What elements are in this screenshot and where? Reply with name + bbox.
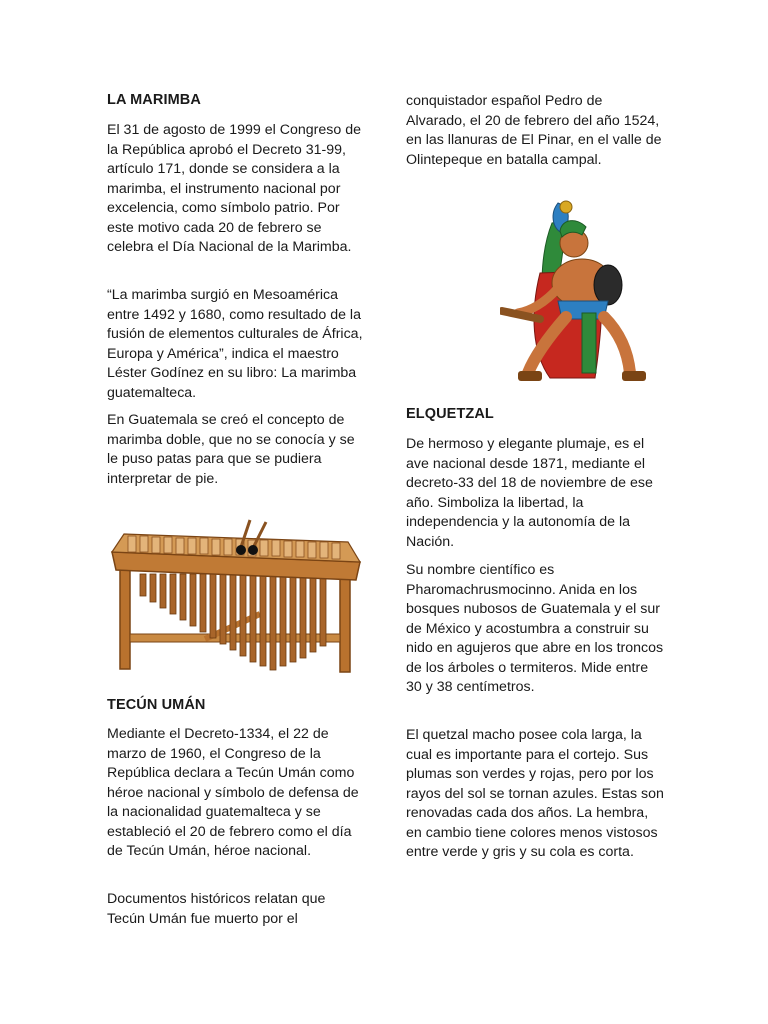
marimba-heading: LA MARIMBA bbox=[107, 92, 201, 108]
marimba-paragraph-2: “La marimba surgió en Mesoamérica entre 1492 y 1680, como resultado de la fusión de elementos culturales de África, Europa y América”, indica el maestro Léster Godínez en su libro: La marimba guatemalteca. bbox=[107, 287, 363, 401]
tecun-paragraph-continued: conquistador español Pedro de Alvarado, el 20 de febrero del año 1524, en las llanuras de El Pinar, en el valle de Olintepeque en batalla campal. bbox=[406, 93, 662, 168]
tecun-paragraph-1: Mediante el Decreto-1334, el 22 de marzo de 1960, el Congreso de la República declara a Tecún Umán como héroe nacional y símbolo de defensa de la nacionalidad guatemalteca y se estableció el 20 de febrero como el día de Tecún Umán, héroe nacional. bbox=[107, 726, 359, 859]
tecun-heading: TECÚN UMÁN bbox=[107, 697, 206, 713]
quetzal-paragraph-3: El quetzal macho posee cola larga, la cual es importante para el cortejo. Sus plumas son verdes y rojas, pero por los rayos del sol se tornan azules. Estas son renovadas cada dos años. La hembra, en cambio tiene colores menos vistosos entre verde y gris y su cola es corta. bbox=[406, 727, 664, 860]
quetzal-heading: ELQUETZAL bbox=[406, 406, 494, 422]
tecun-paragraph-2: Documentos históricos relatan que Tecún Umán fue muerto por el bbox=[107, 891, 326, 927]
quetzal-paragraph-1: De hermoso y elegante plumaje, es el ave nacional desde 1871, mediante el decreto-33 del 18 de noviembre de ese año. Simboliza la libertad, la independencia y la autonomía de la Nación. bbox=[406, 436, 653, 550]
quetzal-paragraph-2: Su nombre científico es Pharomachrusmocinno. Anida en los bosques nubosos de Guatemala y el sur de México y acostumbra a construir su nido en agujeros que abre en los troncos de los árboles o termiteros. Mide entre 30 y 38 centímetros. bbox=[406, 562, 664, 695]
marimba-paragraph-3: En Guatemala se creó el concepto de marimba doble, que no se conocía y se le puso patas para que se pudiera interpretar de pie. bbox=[107, 412, 355, 487]
marimba-paragraph-1: El 31 de agosto de 1999 el Congreso de la República aprobó el Decreto 31-99, artículo 171, donde se considera a la marimba, el instrumento nacional por excelencia, como símbolo patrio. Por este motivo cada 20 de febrero se celebra el Día Nacional de la Marimba. bbox=[107, 122, 361, 255]
marimba-image bbox=[110, 514, 362, 678]
tecun-uman-image bbox=[500, 193, 660, 389]
